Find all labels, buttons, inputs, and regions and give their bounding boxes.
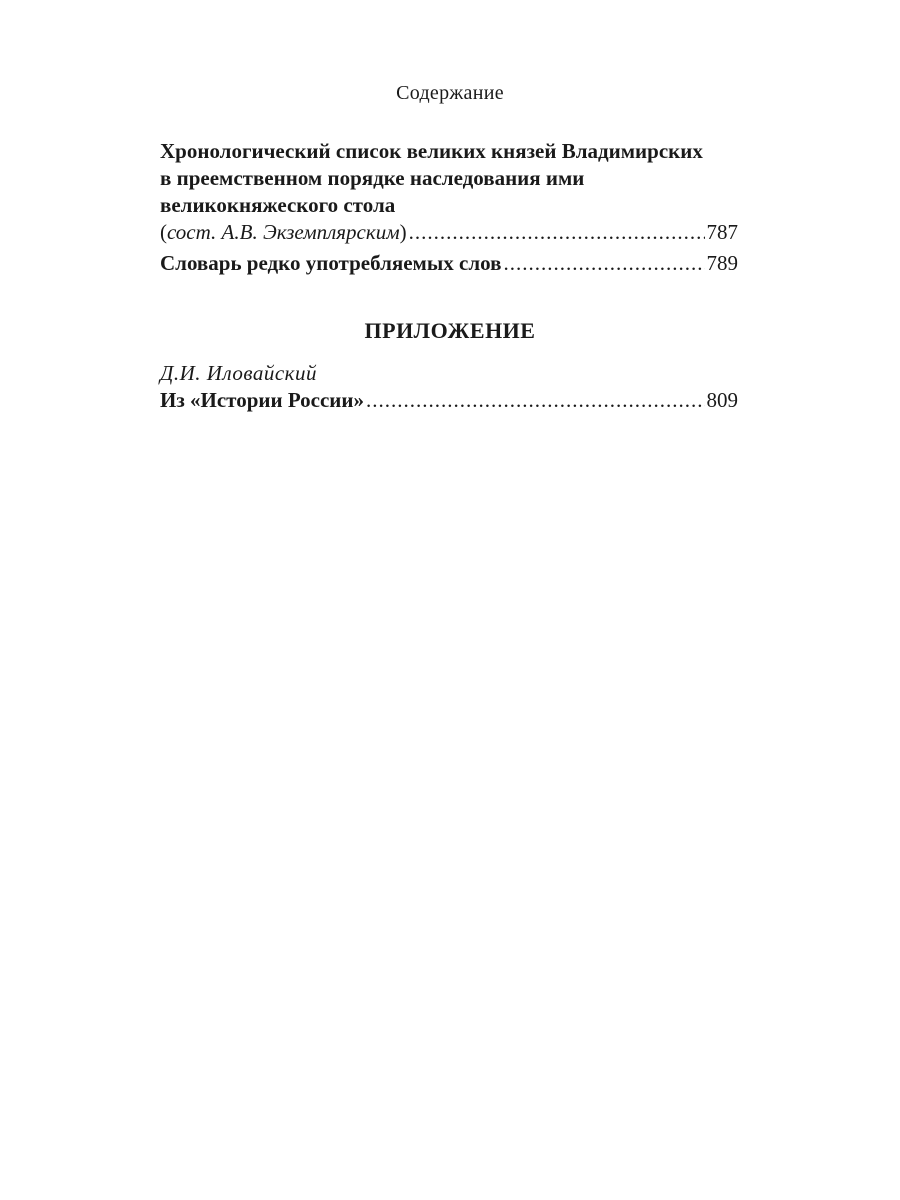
toc-entry-history[interactable] bbox=[160, 387, 738, 414]
entry-title: Из «Истории России» bbox=[160, 388, 364, 412]
entry-credit bbox=[160, 219, 407, 246]
entry-title-line: великокняжеского стола bbox=[160, 193, 396, 217]
entry-line bbox=[160, 250, 738, 277]
dot-leader bbox=[503, 250, 704, 277]
credit-open-paren: ( bbox=[160, 220, 167, 244]
page-number: 809 bbox=[706, 388, 738, 412]
entry-title-line: Хронологический список великих князей Владимирских bbox=[160, 139, 703, 163]
credit-compiler: сост. А.В. Экземплярским bbox=[167, 220, 400, 244]
appendix-author: Д.И. Иловайский bbox=[160, 361, 317, 385]
running-head: Содержание bbox=[396, 82, 504, 104]
toc-entry-chronological-list[interactable] bbox=[160, 138, 738, 246]
table-of-contents bbox=[160, 138, 738, 277]
toc-entry-dictionary[interactable] bbox=[160, 250, 738, 277]
appendix-heading: ПРИЛОЖЕНИЕ bbox=[364, 318, 536, 343]
page-number: 787 bbox=[706, 220, 738, 244]
entry-title: Словарь редко употребляемых слов bbox=[160, 251, 502, 275]
credit-close-paren: ) bbox=[399, 220, 407, 244]
entry-line bbox=[160, 387, 738, 414]
entry-title-line: в преемственном порядке наследования ими bbox=[160, 166, 585, 190]
appendix-contents bbox=[160, 360, 738, 414]
page-number: 789 bbox=[706, 251, 738, 275]
entry-credit-line bbox=[160, 219, 738, 246]
dot-leader bbox=[409, 219, 705, 246]
dot-leader bbox=[366, 387, 705, 414]
